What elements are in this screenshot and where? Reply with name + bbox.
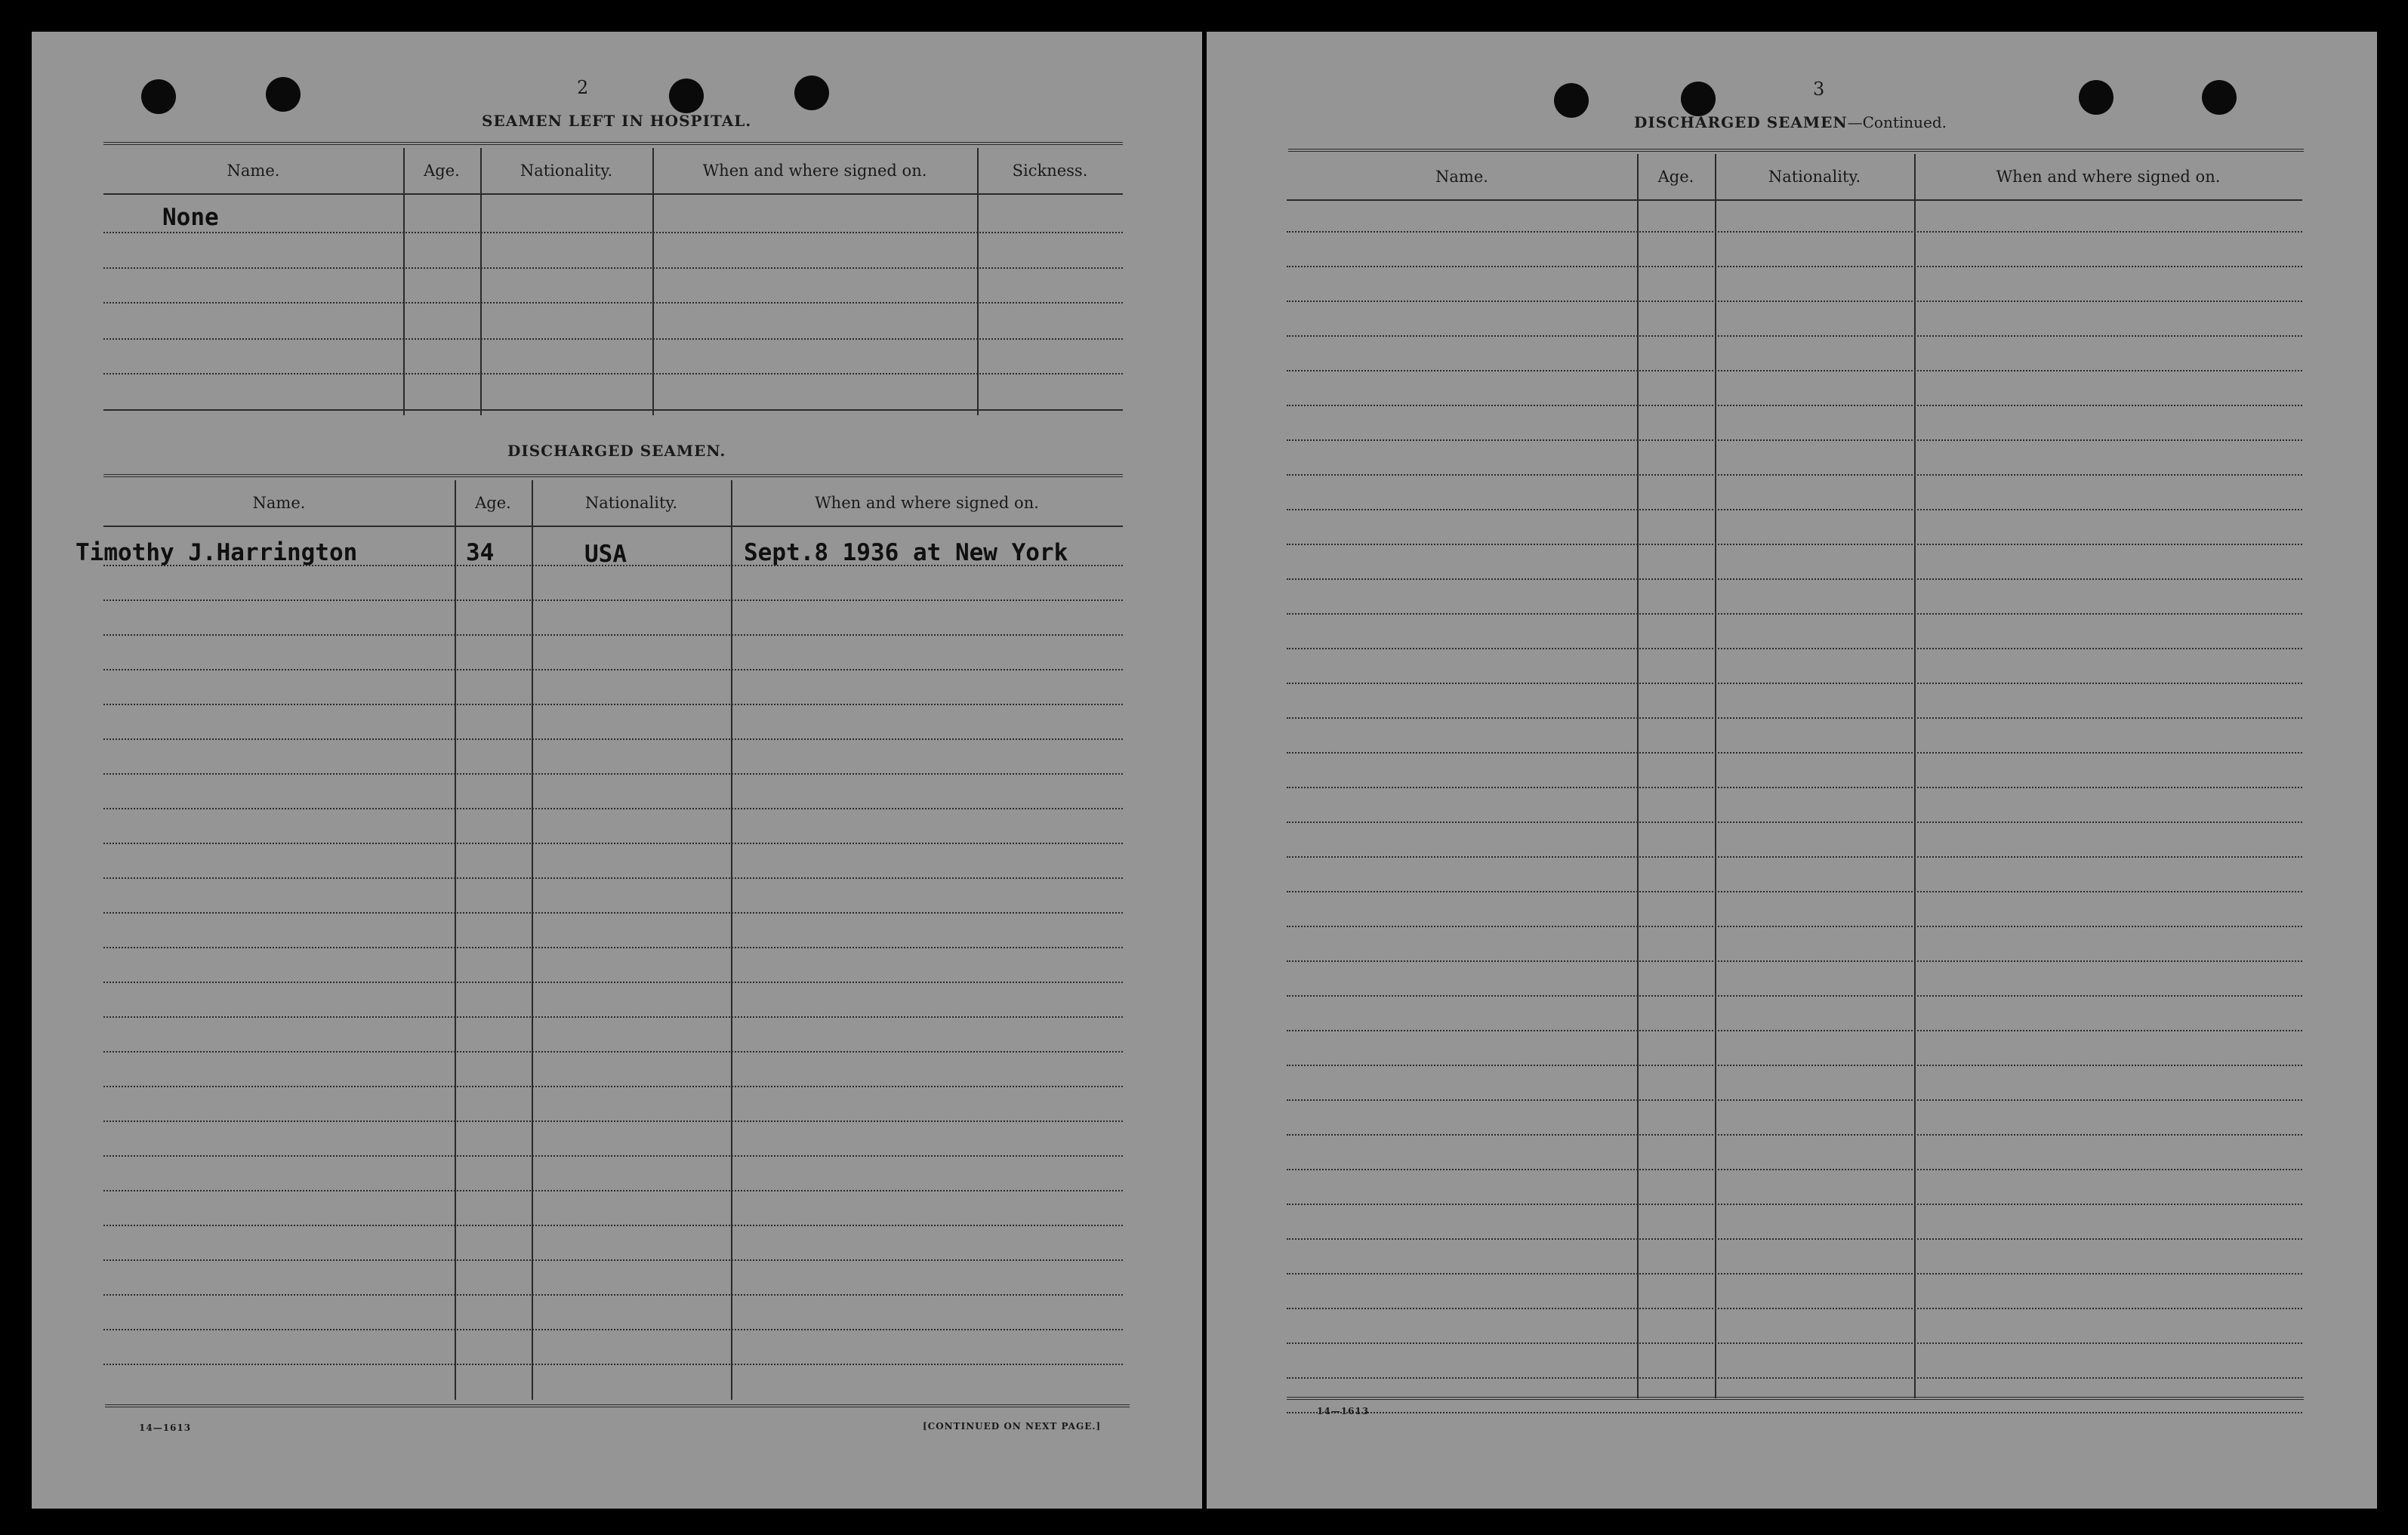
form-row-line bbox=[1287, 405, 2302, 406]
header-name: Name. bbox=[227, 162, 280, 180]
form-row-line bbox=[1287, 787, 2302, 788]
form-number: 14—1613 bbox=[139, 1422, 192, 1433]
form-row-line bbox=[1287, 1099, 2302, 1101]
form-row-line bbox=[1287, 301, 2302, 302]
form-row-line bbox=[103, 912, 1123, 914]
form-row-line bbox=[1287, 1412, 2302, 1413]
punch-hole bbox=[2202, 80, 2237, 115]
form-row-line bbox=[1287, 821, 2302, 823]
form-row-line bbox=[1287, 960, 2302, 962]
header-sickness: Sickness. bbox=[1012, 162, 1088, 180]
continued-note: [CONTINUED ON NEXT PAGE.] bbox=[923, 1421, 1102, 1432]
form-row-line bbox=[103, 1364, 1123, 1365]
form-row-line bbox=[1287, 613, 2302, 615]
right-page bbox=[1207, 32, 2377, 1509]
form-row-line bbox=[1287, 856, 2302, 858]
form-row-line bbox=[1287, 509, 2302, 510]
double-rule bbox=[103, 474, 1123, 477]
header-nationality: Nationality. bbox=[1768, 168, 1861, 186]
discharged-continued-table bbox=[1287, 154, 2302, 1398]
bottom-rule bbox=[105, 1404, 1130, 1407]
form-row-line bbox=[103, 982, 1123, 983]
form-row-line bbox=[1287, 266, 2302, 267]
form-row-line bbox=[103, 600, 1123, 601]
discharged-entry-name: Timothy J.Harrington bbox=[76, 539, 358, 566]
form-row-line bbox=[1287, 544, 2302, 545]
punch-hole bbox=[2079, 80, 2114, 115]
form-row-line bbox=[103, 1329, 1123, 1330]
form-row-line bbox=[103, 1120, 1123, 1122]
form-row-line bbox=[1287, 648, 2302, 649]
header-age: Age. bbox=[475, 494, 511, 512]
form-row-line bbox=[1287, 1169, 2302, 1170]
form-row-line bbox=[103, 1190, 1123, 1191]
header-signed-on: When and where signed on. bbox=[702, 162, 927, 180]
form-row-line bbox=[1287, 891, 2302, 892]
header-age: Age. bbox=[424, 162, 460, 180]
header-nationality: Nationality. bbox=[584, 494, 678, 512]
discharged-entry-age: 34 bbox=[466, 539, 495, 566]
form-row-line bbox=[1287, 1342, 2302, 1344]
header-nationality: Nationality. bbox=[520, 162, 613, 180]
form-row-line bbox=[1287, 926, 2302, 927]
form-row-line bbox=[103, 1225, 1123, 1226]
form-row-line bbox=[1287, 335, 2302, 337]
form-row-line bbox=[103, 843, 1123, 844]
form-row-line bbox=[1287, 1377, 2302, 1379]
punch-hole bbox=[141, 79, 176, 114]
form-row-line bbox=[103, 808, 1123, 809]
form-row-line bbox=[103, 947, 1123, 948]
double-rule bbox=[103, 142, 1123, 145]
page-number: 2 bbox=[577, 77, 589, 98]
form-row-line bbox=[1287, 370, 2302, 371]
form-row-line bbox=[103, 1016, 1123, 1018]
form-row-line bbox=[103, 1155, 1123, 1157]
form-row-line bbox=[103, 634, 1123, 636]
form-row-line bbox=[103, 704, 1123, 705]
form-number: 14—1613 bbox=[1317, 1406, 1370, 1416]
form-row-line bbox=[103, 773, 1123, 775]
header-signed-on: When and where signed on. bbox=[815, 494, 1039, 512]
form-row-line bbox=[1287, 1065, 2302, 1066]
discharged-entry-signed-on: Sept.8 1936 at New York bbox=[744, 539, 1068, 566]
form-row-line bbox=[1287, 752, 2302, 754]
form-row-line bbox=[1287, 995, 2302, 997]
hospital-table bbox=[103, 148, 1123, 415]
form-row-line bbox=[1287, 1308, 2302, 1309]
form-row-line bbox=[1287, 1134, 2302, 1136]
form-row-line bbox=[103, 1259, 1123, 1261]
form-row-line bbox=[103, 1086, 1123, 1087]
discharged-continued-title: DISCHARGED SEAMEN—Continued. bbox=[1634, 113, 1947, 131]
form-row-line bbox=[103, 877, 1123, 879]
hospital-section-title: SEAMEN LEFT IN HOSPITAL. bbox=[482, 112, 752, 130]
form-row-line bbox=[1287, 578, 2302, 580]
form-row-line bbox=[103, 669, 1123, 670]
form-row-line bbox=[103, 738, 1123, 740]
form-row-line bbox=[103, 1051, 1123, 1053]
header-name: Name. bbox=[252, 494, 306, 512]
punch-hole bbox=[669, 79, 704, 113]
left-page bbox=[32, 32, 1202, 1509]
form-row-line bbox=[1287, 474, 2302, 476]
discharged-entry-nationality: USA bbox=[584, 541, 627, 568]
form-row-line bbox=[1287, 1238, 2302, 1240]
form-row-line bbox=[1287, 1204, 2302, 1205]
form-row-line bbox=[1287, 1030, 2302, 1031]
form-row-line bbox=[103, 1294, 1123, 1296]
form-row-line bbox=[1287, 231, 2302, 233]
hospital-entry-name: None bbox=[162, 204, 219, 231]
header-signed-on: When and where signed on. bbox=[1996, 168, 2221, 186]
punch-hole bbox=[794, 76, 829, 110]
form-row-line bbox=[1287, 717, 2302, 719]
double-rule bbox=[1288, 149, 2304, 152]
punch-hole bbox=[1554, 83, 1589, 118]
page-number: 3 bbox=[1813, 79, 1825, 100]
form-row-line bbox=[1287, 1273, 2302, 1275]
discharged-section-title: DISCHARGED SEAMEN. bbox=[507, 442, 726, 460]
header-age: Age. bbox=[1657, 168, 1694, 186]
punch-hole bbox=[266, 77, 301, 112]
form-row-line bbox=[1287, 683, 2302, 684]
header-name: Name. bbox=[1435, 168, 1488, 186]
form-row-line bbox=[1287, 439, 2302, 441]
punch-hole bbox=[1681, 82, 1716, 116]
bottom-rule bbox=[1287, 1397, 2304, 1400]
discharged-table bbox=[103, 480, 1123, 1400]
